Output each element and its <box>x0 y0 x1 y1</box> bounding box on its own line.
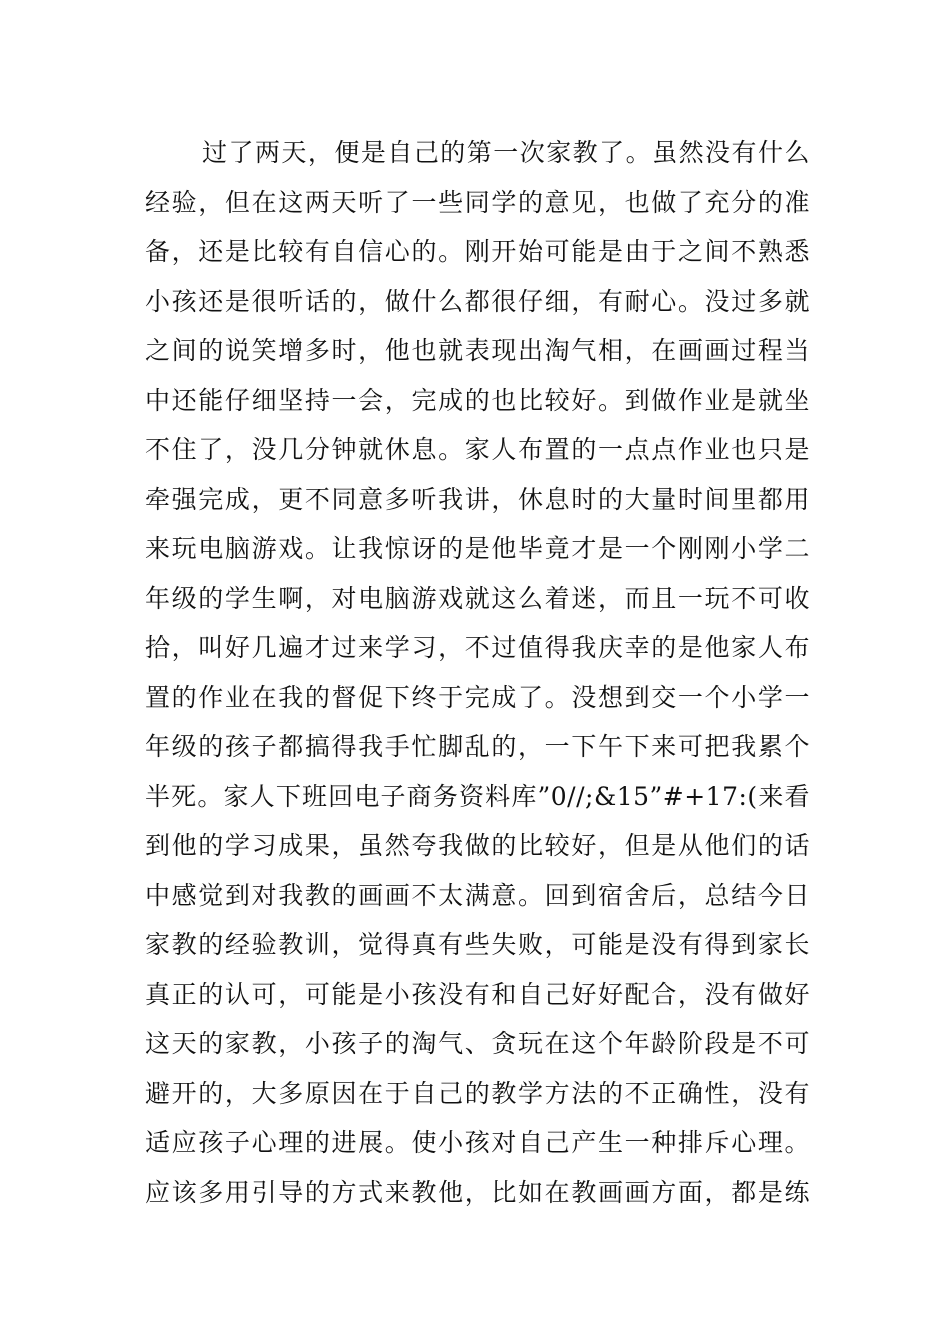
text-line: 家教的经验教训，觉得真有些失败，可能是没有得到家长 <box>145 930 810 959</box>
text-line: 备，还是比较有自信心的。刚开始可能是由于之间不熟悉 <box>145 237 810 266</box>
text-line: 中还能仔细坚持一会，完成的也比较好。到做作业是就坐 <box>145 385 810 415</box>
text-line: 年级的学生啊，对电脑游戏就这么着迷，而且一玩不可收 <box>145 583 810 613</box>
body-paragraph <box>145 128 810 1217</box>
text-line: 小孩还是很听话的，做什么都很仔细，有耐心。没过多就 <box>145 286 810 316</box>
text-line: 置的作业在我的督促下终于完成了。没想到交一个小学一 <box>145 682 810 712</box>
text-line: 过了两天，便是自己的第一次家教了。虽然没有什么 <box>202 138 810 167</box>
text-line: 适应孩子心理的进展。使小孩对自己产生一种排斥心理。 <box>145 1128 810 1157</box>
text-line: 到他的学习成果，虽然夸我做的比较好，但是从他们的话 <box>145 831 810 860</box>
text-line: 之间的说笑增多时，他也就表现出淘气相，在画画过程当 <box>145 336 810 365</box>
text-line: 半死。家人下班回电子商务资料库”0//;&15”#+17:(来看 <box>145 781 810 811</box>
text-line: 这天的家教，小孩子的淘气、贪玩在这个年龄阶段是不可 <box>145 1029 810 1058</box>
text-line: 不住了，没几分钟就休息。家人布置的一点点作业也只是 <box>145 435 810 464</box>
text-line: 年级的孩子都搞得我手忙脚乱的，一下午下来可把我累个 <box>145 732 810 761</box>
text-line: 应该多用引导的方式来教他，比如在教画画方面，都是练 <box>145 1177 810 1207</box>
text-line: 来玩电脑游戏。让我惊讶的是他毕竟才是一个刚刚小学二 <box>145 534 810 563</box>
text-line: 中感觉到对我教的画画不太满意。回到宿舍后，总结今日 <box>145 880 810 910</box>
text-line: 避开的，大多原因在于自己的教学方法的不正确性，没有 <box>145 1078 810 1108</box>
text-line: 真正的认可，可能是小孩没有和自己好好配合，没有做好 <box>145 979 810 1009</box>
text-line: 拾，叫好几遍才过来学习，不过值得我庆幸的是他家人布 <box>145 633 810 662</box>
text-line: 牵强完成，更不同意多听我讲，休息时的大量时间里都用 <box>145 484 810 514</box>
text-line: 经验，但在这两天听了一些同学的意见，也做了充分的准 <box>145 187 810 217</box>
